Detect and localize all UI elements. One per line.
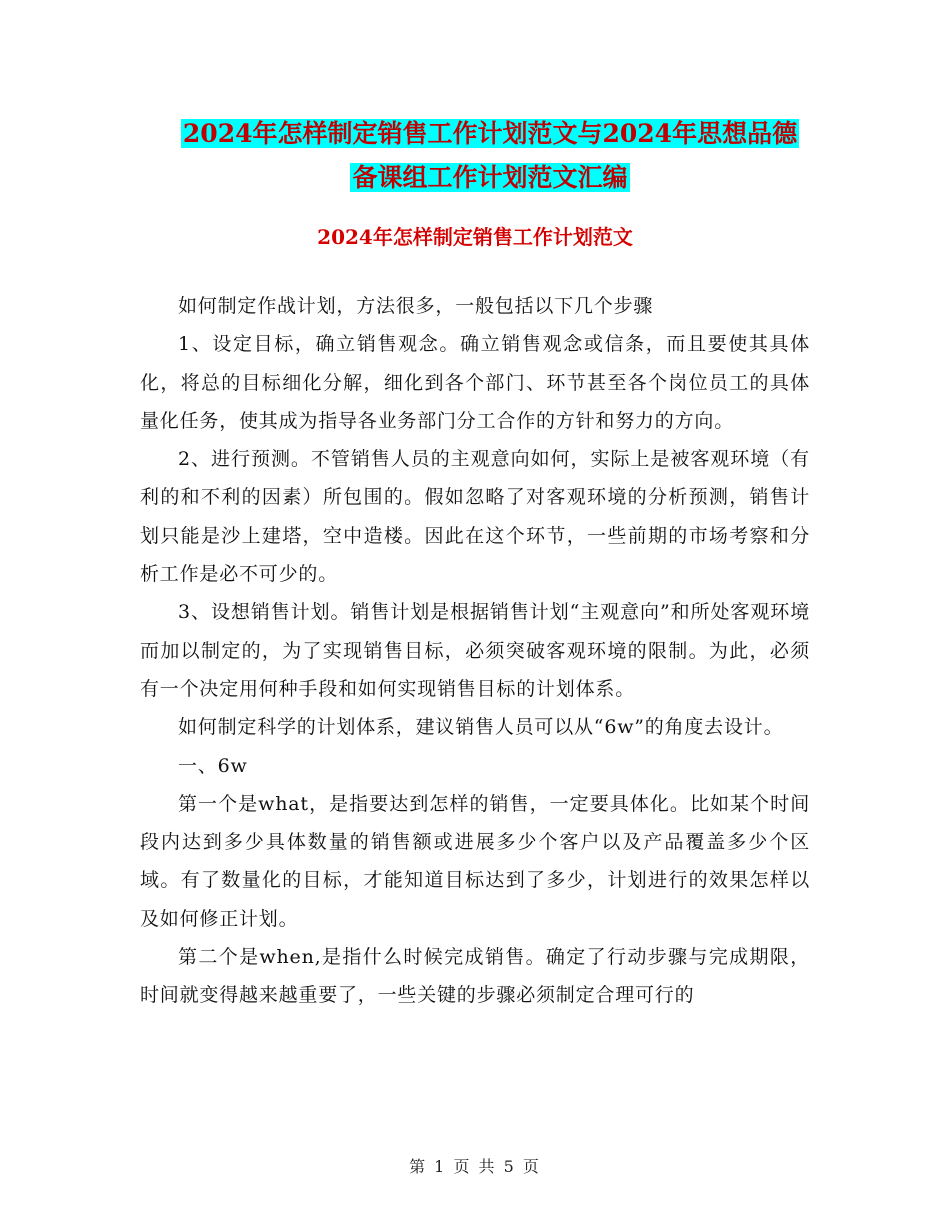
paragraph-6w-intro: 如何制定科学的计划体系，建议销售人员可以从“6w”的角度去设计。 [178,716,784,739]
paragraph-step-2: 2、进行预测。不管销售人员的主观意向如何，实际上是被客观环境（有利的和不利的因素）所包围的。假如忽略了对客观环境的分析预测，销售计划只能是沙上建塔，空中造楼。因此在这个环节，一些前期的市场考察和分析工作是必不可少的。 [140,448,810,586]
paragraph-intro: 如何制定作战计划，方法很多，一般包括以下几个步骤 [178,295,654,317]
document-title [140,112,840,200]
document-title-line-1: 2024年怎样制定销售工作计划范文与2024年思想品德 [182,119,798,148]
document-title-line-2: 备课组工作计划范文汇编 [352,163,628,192]
paragraph-what: 第一个是what，是指要达到怎样的销售，一定要具体化。比如某个时间段内达到多少具体数量的销售额或进展多少个客户以及产品覆盖多少个区域。有了数量化的目标，才能知道目标达到了多少，计划进行的效果怎样以及如何修正计划。 [140,792,810,930]
document-body [140,287,810,1015]
paragraph-when: 第二个是when,是指什么时候完成销售。确定了行动步骤与完成期限，时间就变得越来越重要了，一些关键的步骤必须制定合理可行的 [140,946,810,1007]
paragraph-step-3: 3、设想销售计划。销售计划是根据销售计划“主观意向”和所处客观环境而加以制定的，为了实现销售目标，必须突破客观环境的限制。为此，必须有一个决定用何种手段和如何实现销售目标的计划体系。 [140,601,810,700]
page-footer: 第 1 页 共 5 页 [409,1157,541,1176]
paragraph-6w-heading: 一、6w [178,754,248,777]
section-title: 2024年怎样制定销售工作计划范文 [317,225,633,249]
paragraph-step-1: 1、设定目标，确立销售观念。确立销售观念或信条，而且要使其具体化，将总的目标细化分解，细化到各个部门、环节甚至各个岗位员工的具体量化任务，使其成为指导各业务部门分工合作的方针和努力的方向。 [140,333,810,432]
